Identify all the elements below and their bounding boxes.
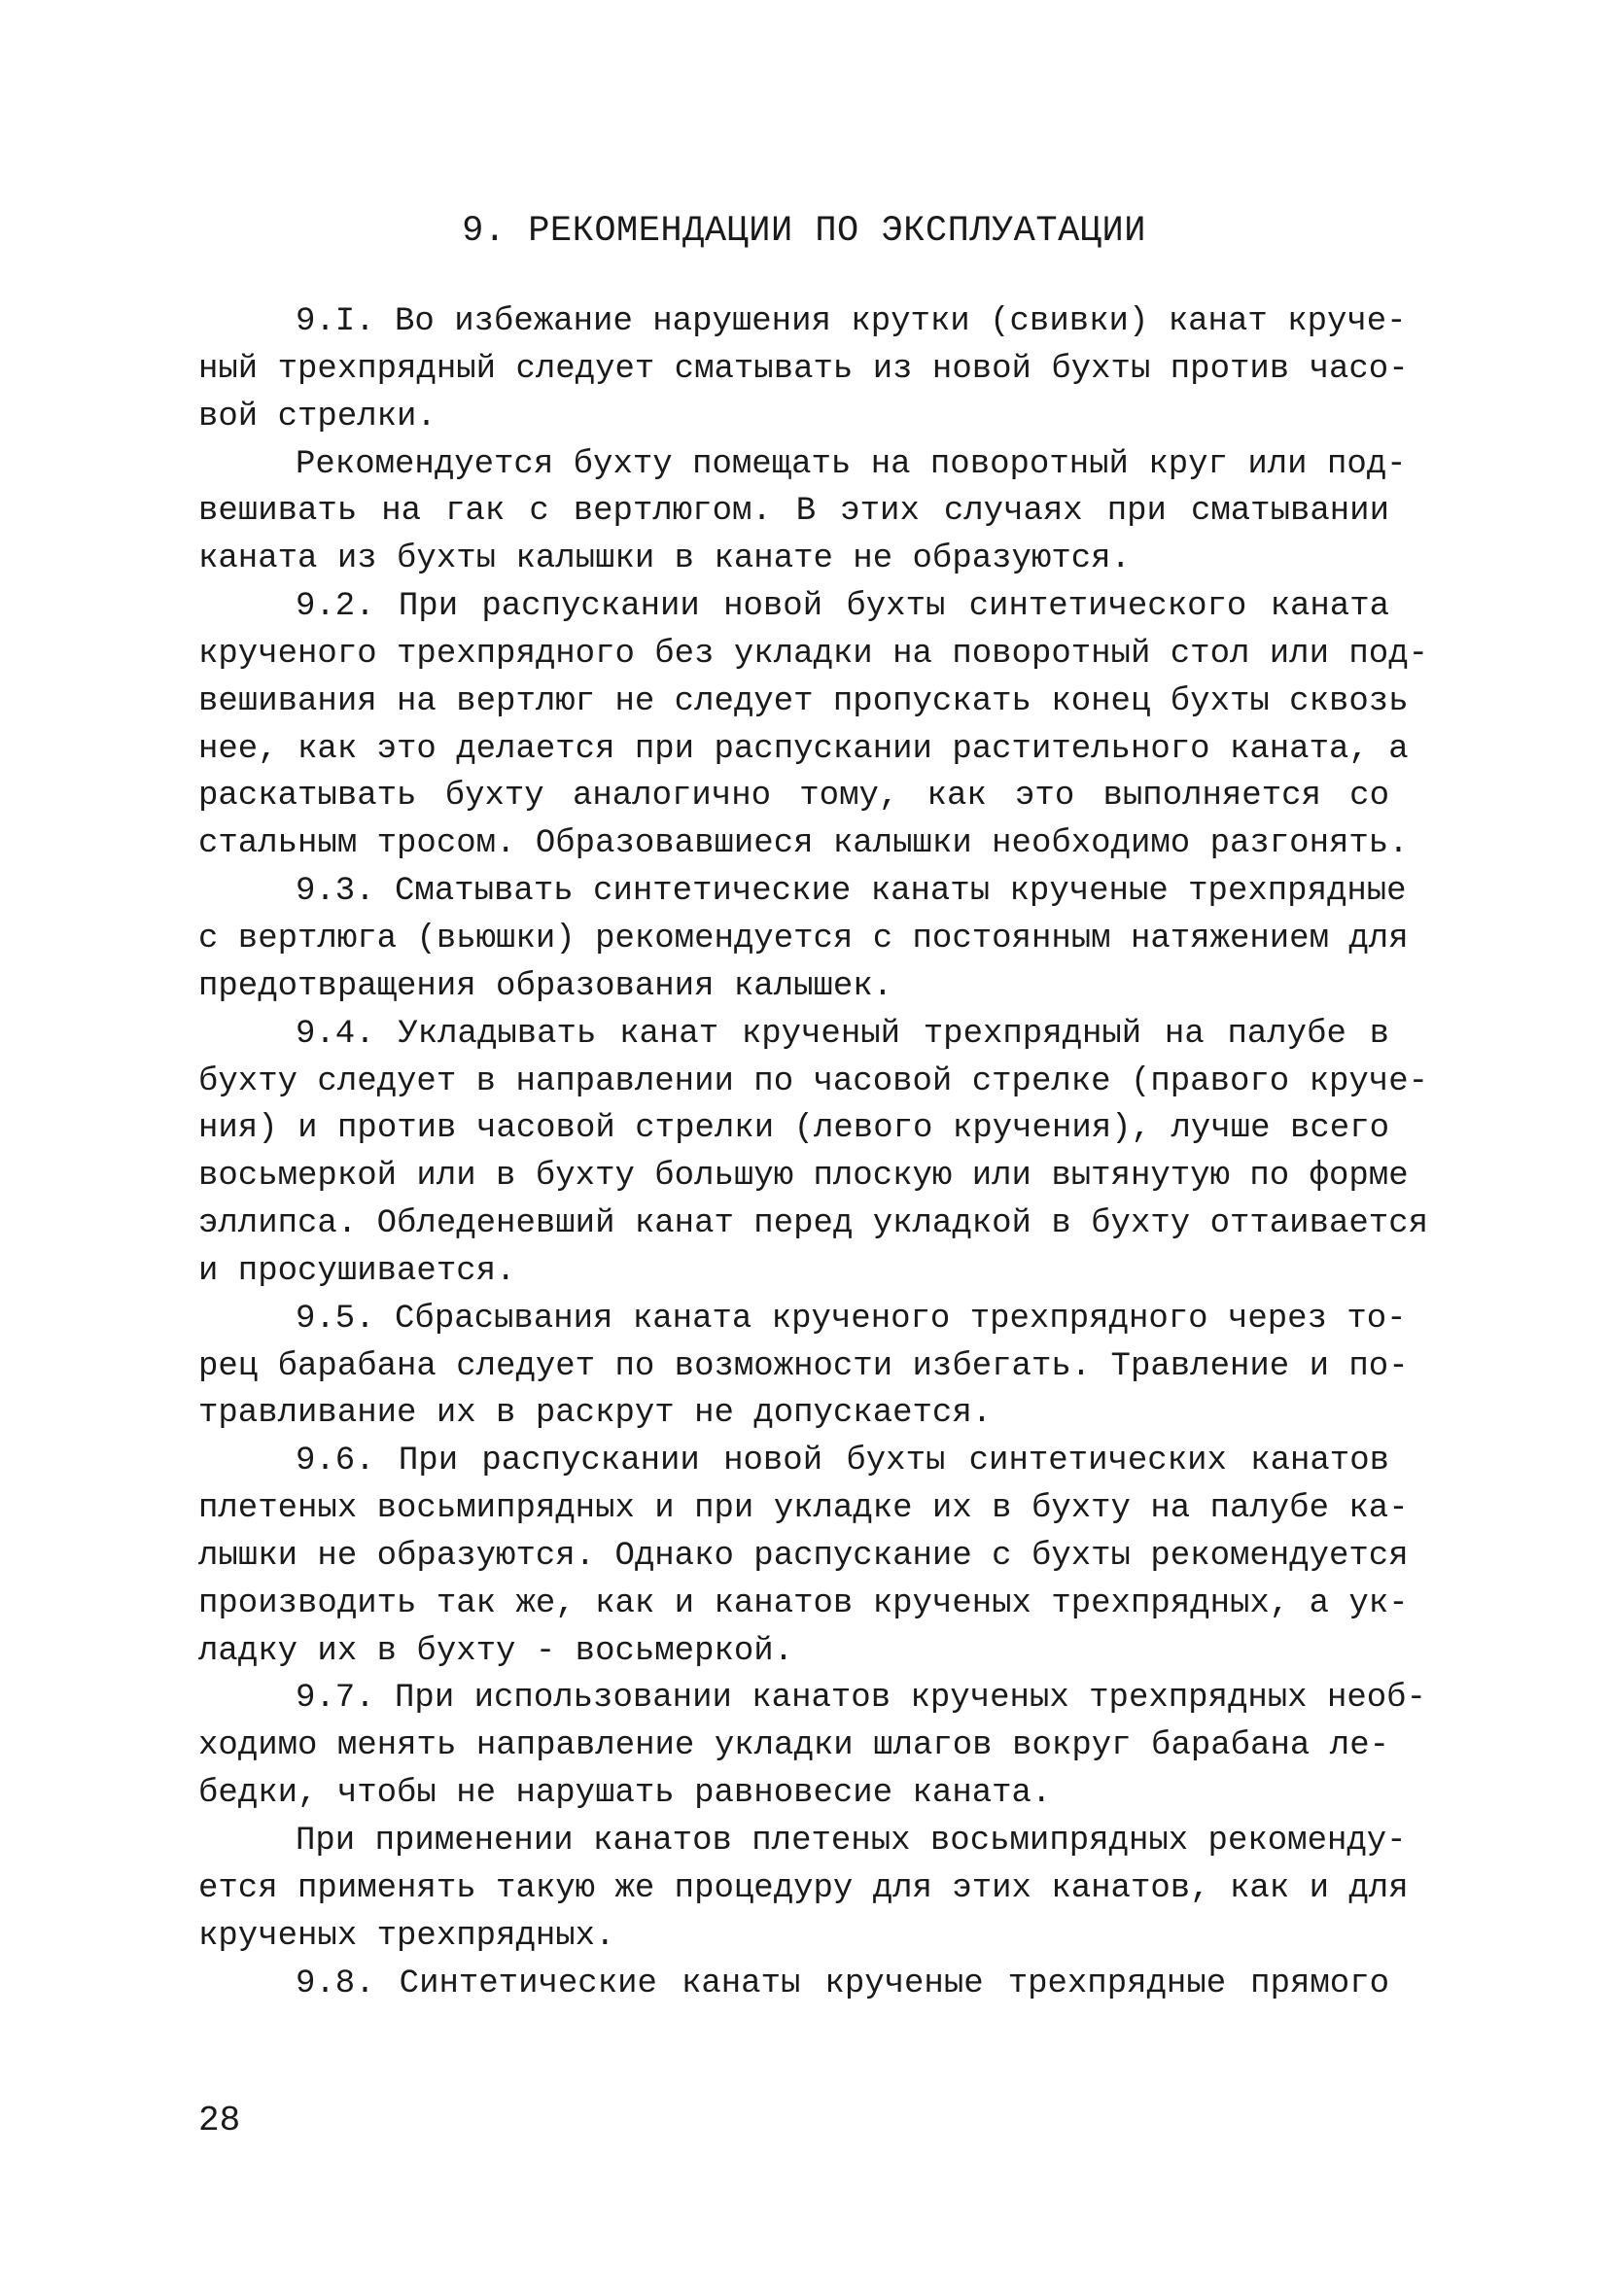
text-line: вешивания на вертлюг не следует пропускать конец бухты сквозь bbox=[198, 682, 1409, 720]
text-line: ный трехпрядный следует сматывать из новой бухты против часо- bbox=[198, 350, 1409, 388]
text-line: стальным тросом. Образовавшиеся калышки необходимо разгонять. bbox=[198, 825, 1409, 863]
text-line: лышки не образуются. Однако распускание с бухты рекомендуется bbox=[198, 1537, 1409, 1575]
text-line: 9.7. При использовании канатов крученых трехпрядных необ- bbox=[296, 1680, 1426, 1718]
text-line: с вертлюга (вьюшки) рекомендуется с постоянным натяжением для bbox=[198, 920, 1409, 957]
text-line: восьмеркой или в бухту большую плоскую или вытянутую по форме bbox=[198, 1158, 1409, 1196]
text-line: раскатывать бухту аналогично тому, как это выполняется со bbox=[198, 778, 1389, 816]
text-line: 9.4. Укладывать канат крученый трехпрядный на палубе в bbox=[296, 1015, 1389, 1053]
text-line: предотвращения образования калышек. bbox=[198, 967, 893, 1005]
text-line: 9.6. При распускании новой бухты синтетических канатов bbox=[296, 1443, 1389, 1480]
text-line: рец барабана следует по возможности избегать. Травление и по- bbox=[198, 1347, 1409, 1385]
text-line: травливание их в раскрут не допускается. bbox=[198, 1395, 993, 1433]
text-line: бухту следует в направлении по часовой стрелке (правого круче- bbox=[198, 1062, 1429, 1100]
text-line: 9.2. При распускании новой бухты синтетического каната bbox=[296, 588, 1389, 626]
text-line: производить так же, как и канатов крученых трехпрядных, а ук- bbox=[198, 1584, 1409, 1622]
text-line: 9.I. Во избежание нарушения крутки (свивки) канат круче- bbox=[296, 303, 1407, 340]
text-line: ется применять такую же процедуру для этих канатов, как и для bbox=[198, 1869, 1409, 1907]
text-line: 9.5. Сбрасывания каната крученого трехпрядного через то- bbox=[296, 1300, 1407, 1338]
text-line: ния) и против часовой стрелки (левого кручения), лучше всего bbox=[198, 1110, 1389, 1148]
text-line: каната из бухты калышки в канате не образуются. bbox=[198, 540, 1131, 578]
text-line: 9.8. Синтетические канаты крученые трехпрядные прямого bbox=[296, 1965, 1389, 2002]
section-heading: 9. РЕКОМЕНДАЦИИ ПО ЭКСПЛУАТАЦИИ bbox=[462, 211, 1146, 252]
text-line: Рекомендуется бухту помещать на поворотный круг или под- bbox=[296, 445, 1407, 483]
body-text bbox=[198, 298, 1429, 2007]
text-line: эллипса. Обледеневший канат перед укладкой в бухту оттаивается bbox=[198, 1205, 1429, 1243]
text-line: вешивать на гак с вертлюгом. В этих случаях при сматывании bbox=[198, 493, 1389, 531]
text-line: плетеных восьмипрядных и при укладке их в бухту на палубе ка- bbox=[198, 1490, 1409, 1528]
text-line: крученых трехпрядных. bbox=[198, 1917, 615, 1955]
text-line: 9.3. Сматывать синтетические канаты крученые трехпрядные bbox=[296, 873, 1407, 911]
text-line: бедки, чтобы не нарушать равновесие каната. bbox=[198, 1775, 1052, 1813]
text-line: вой стрелки. bbox=[198, 398, 437, 435]
text-line: ходимо менять направление укладки шлагов вокруг барабана ле- bbox=[198, 1727, 1389, 1765]
text-line: крученого трехпрядного без укладки на поворотный стол или под- bbox=[198, 635, 1429, 673]
text-line: нее, как это делается при распускании растительного каната, а bbox=[198, 730, 1409, 768]
page-number: 28 bbox=[198, 2101, 241, 2140]
text-line: и просушивается. bbox=[198, 1252, 516, 1290]
text-line: ладку их в бухту - восьмеркой. bbox=[198, 1632, 794, 1670]
text-line: При применении канатов плетеных восьмипрядных рекоменду- bbox=[296, 1823, 1407, 1860]
